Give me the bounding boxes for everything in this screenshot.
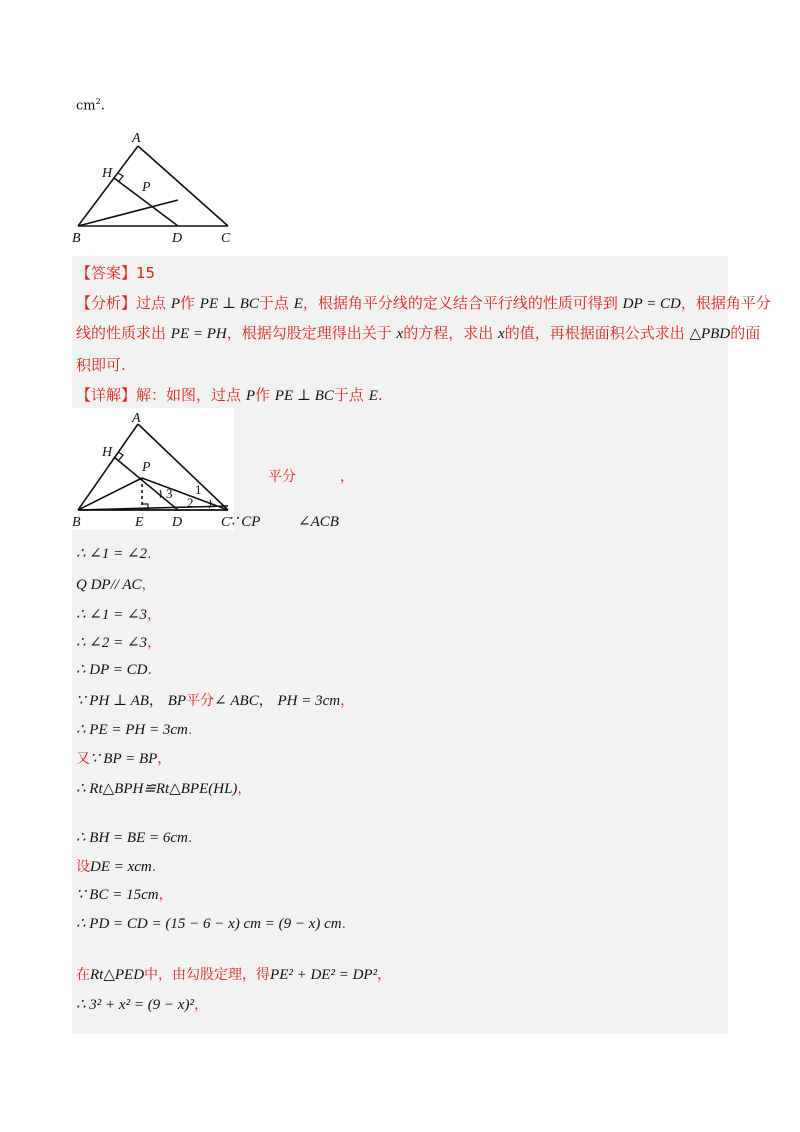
math-pe-perp-bc: PE ⊥ BC <box>274 388 334 404</box>
fig2-label-b: B <box>72 515 81 530</box>
detail-text: 解：如图，过点 <box>136 386 242 404</box>
step-text: ∵ BC = 15cm <box>76 887 159 903</box>
step-punct: ， <box>158 887 173 903</box>
analysis-text: 过点 <box>136 294 167 312</box>
step-dp-eq-cd <box>76 660 152 679</box>
fig2-segment-bp <box>78 478 142 510</box>
step-text: Q DP// AC <box>76 577 142 593</box>
answer-tag: 【答案】 <box>76 264 137 282</box>
step-text-cn: 设 <box>76 859 90 875</box>
fig2-label-e: E <box>135 515 144 530</box>
analysis-line-3 <box>76 354 126 375</box>
step-pythagoras <box>76 964 391 984</box>
step-text-cn: 中，由勾股定理，得 <box>144 967 271 983</box>
math-triangle-pbd: △PBD <box>689 326 731 342</box>
bisect-word: 平分 <box>268 469 296 485</box>
step-text: Rt△PED <box>90 967 145 983</box>
fig1-label-a: A <box>132 131 141 146</box>
step-text: ∴ ∠2 = ∠3 <box>76 635 148 651</box>
detail-text: 作 <box>254 386 270 404</box>
triangle-figure-2 <box>68 408 243 533</box>
analysis-text: ，根据角平分 <box>680 294 771 312</box>
step-punct: ， <box>237 781 252 797</box>
step-text-cn: 平分 <box>186 693 215 709</box>
step-text: ∴ PD = CD = (15 − 6 − x) cm = (9 − x) cm <box>76 916 342 932</box>
step-angle2-eq-angle3 <box>76 632 161 652</box>
math-e: E <box>293 296 303 312</box>
math-e: E <box>368 388 378 404</box>
detail-text: 于点 <box>333 386 364 404</box>
fig1-segment-ab <box>78 146 138 226</box>
step-punct: . <box>187 722 193 738</box>
math-p: P <box>170 296 180 312</box>
step-bc-eq-15 <box>76 884 173 904</box>
fig2-label-p: P <box>142 460 151 475</box>
math-p: P <box>245 388 255 404</box>
analysis-line-1 <box>76 292 771 313</box>
triangle-figure-1 <box>68 128 248 248</box>
step-text-cn: 在 <box>76 967 90 983</box>
step-punct: ， <box>148 693 163 709</box>
step-punct: ， <box>377 967 392 983</box>
math-x: x <box>498 326 505 342</box>
step-angle1-eq-angle2 <box>76 544 152 563</box>
step-bp-eq-bp <box>76 748 171 768</box>
step-text: PH = 3cm <box>277 693 341 709</box>
step-pd-eq-cd <box>76 914 346 933</box>
step-text: ∵ BP = BP <box>90 751 158 767</box>
step-punct: . <box>341 916 347 932</box>
analysis-line-2 <box>76 322 760 343</box>
step-punct: . <box>151 859 157 875</box>
answer-line <box>76 262 155 283</box>
angle-acb: ∠ACB <box>298 514 339 530</box>
detail-text: . <box>377 386 383 404</box>
fig1-segment-bp <box>78 200 178 226</box>
step-text: DE = xcm <box>90 859 152 875</box>
math-pe-eq-ph: PE = PH <box>170 326 227 342</box>
fig2-label-d: D <box>172 515 183 530</box>
step-text: ∴ ∠1 = ∠2 <box>76 546 148 562</box>
step-text: ∴ Rt△BPH≌Rt△BPE(HL) <box>76 781 238 797</box>
step-ph-perp-ab <box>76 690 354 710</box>
unit-period: . <box>100 98 105 114</box>
answer-value: 15 <box>136 264 156 282</box>
step-punct: ， <box>193 997 208 1013</box>
step-text: ∴ 3² + x² = (9 − x)² <box>76 997 194 1013</box>
analysis-tag: 【分析】 <box>76 294 137 312</box>
analysis-text: ，根据角平分线的定义结合平行线的性质可得到 <box>302 294 618 312</box>
step-angle1-eq-angle3 <box>76 604 161 624</box>
step-equation <box>76 994 208 1014</box>
analysis-text: 于点 <box>258 294 289 312</box>
analysis-text: 作 <box>179 294 195 312</box>
fig2-segment-ac <box>138 424 228 510</box>
unit-text: cm <box>76 98 96 114</box>
fig1-label-p: P <box>142 180 151 195</box>
fig1-segment-ac <box>138 146 228 226</box>
math-pe-perp-bc: PE ⊥ BC <box>199 296 259 312</box>
step-text: ∴ DP = CD <box>76 662 148 678</box>
fig2-label-c: C <box>221 515 231 530</box>
fig2-angle-label-3: 3 <box>166 486 173 501</box>
fig2-label-h: H <box>102 445 113 460</box>
step-let-de <box>76 856 156 876</box>
step-text: ∴ ∠1 = ∠3 <box>76 607 148 623</box>
analysis-text: 的面 <box>730 324 761 342</box>
step-punct: . <box>147 662 152 678</box>
analysis-text: ，根据勾股定理得出关于 <box>226 324 392 342</box>
step-dp-parallel-ac <box>76 574 156 594</box>
step-punct: ， <box>147 635 162 651</box>
step-pe-eq-ph <box>76 720 192 739</box>
step-text: ∴ BH = BE = 6cm <box>76 830 188 846</box>
bisect-comma: ， <box>340 469 354 485</box>
detail-tag: 【详解】 <box>76 386 137 404</box>
math-dp-eq-cd: DP = CD <box>622 296 681 312</box>
analysis-text: 积即可. <box>76 356 126 374</box>
fig1-label-h: H <box>102 166 113 181</box>
step-text-cn: 又 <box>76 751 90 767</box>
fig2-angle-label-1: 1 <box>195 482 202 497</box>
unit-superscript: 2 <box>95 97 101 106</box>
step-punct: . <box>147 546 152 562</box>
fig1-label-c: C <box>221 231 231 246</box>
fig2-angle-arc-3 <box>160 490 161 498</box>
step-punct: ， <box>340 693 355 709</box>
fig1-right-angle-mark <box>118 173 123 181</box>
step-text: PE² + DE² = DP² <box>270 967 378 983</box>
analysis-text: 的方程，求出 <box>403 324 494 342</box>
step-punct: ， <box>157 751 172 767</box>
step-punct: ， <box>147 607 162 623</box>
step-punct: ， <box>141 577 156 593</box>
step-text: ∴ PE = PH = 3cm <box>76 722 188 738</box>
fig2-segment-ab <box>78 424 138 510</box>
step-bh-eq-be <box>76 828 192 847</box>
analysis-text: 线的性质求出 <box>76 324 167 342</box>
fig2-right-angle-e <box>142 504 148 510</box>
step-punct: . <box>187 830 193 846</box>
detail-intro-line <box>76 384 383 405</box>
math-x: x <box>396 326 404 342</box>
fig2-angle-label-2: 2 <box>187 495 194 510</box>
because-cp: ∵ CP <box>228 514 261 530</box>
fig2-right-angle-h <box>118 452 123 460</box>
fig2-label-a: A <box>132 411 141 426</box>
analysis-text: 的值，再根据面积公式求出 <box>504 324 685 342</box>
step-congruent <box>76 778 251 798</box>
step-text: ∠ ABC <box>214 693 259 709</box>
fig1-label-b: B <box>72 231 81 246</box>
step-text: BP <box>167 693 187 709</box>
step-punct: ， <box>258 693 273 709</box>
step-text: ∵ PH ⊥ AB <box>76 693 149 709</box>
fig1-label-d: D <box>172 231 183 246</box>
fig2-segment-pc <box>142 478 228 510</box>
area-unit <box>76 97 105 113</box>
